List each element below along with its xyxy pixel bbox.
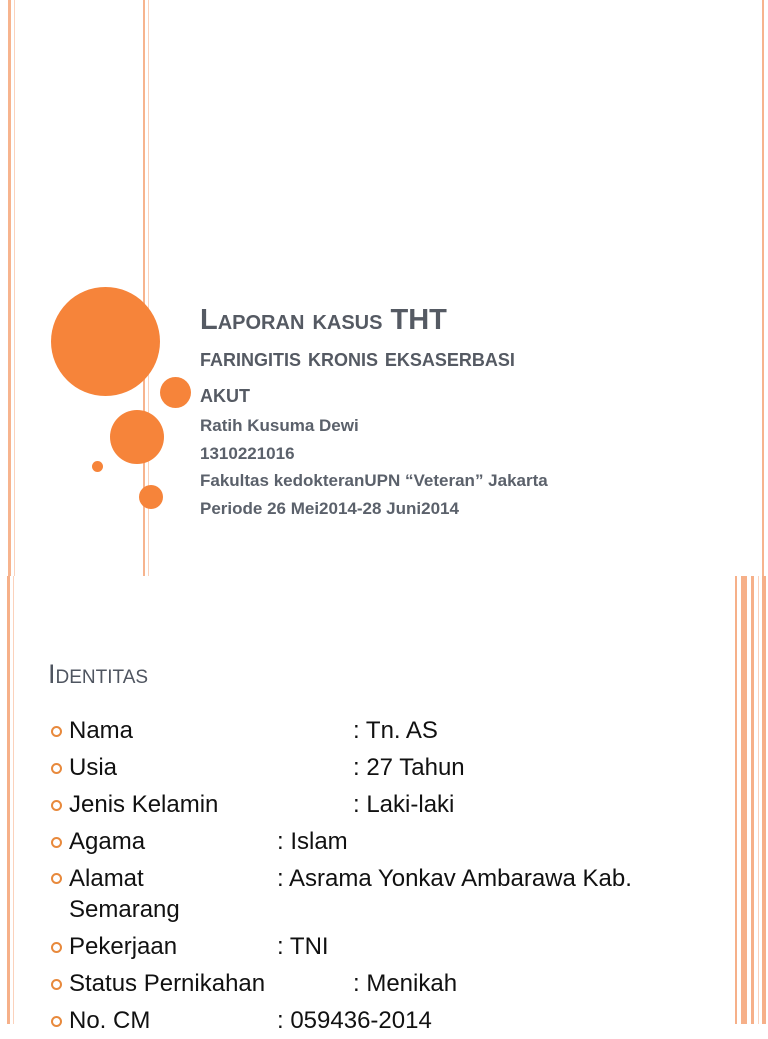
circle-bullet-icon <box>51 763 62 774</box>
list-item <box>48 823 748 860</box>
field-label: Status Pernikahan <box>69 970 266 997</box>
author-name: Ratih Kusuma Dewi <box>200 416 359 435</box>
field-label: Alamat <box>69 865 144 892</box>
list-item <box>48 860 748 928</box>
field-label: Nama <box>69 717 134 744</box>
section-title: Identitas <box>48 659 149 689</box>
circle-bullet-icon <box>51 1016 62 1027</box>
field-value: : Islam <box>277 828 348 855</box>
identity-list <box>48 712 748 1039</box>
title-block <box>200 300 740 522</box>
circle-bullet-icon <box>51 837 62 848</box>
student-id: 1310221016 <box>200 443 295 463</box>
faculty-name: Fakultas kedokteranUPN “Veteran” Jakarta <box>200 471 548 490</box>
tiny-circle-decoration <box>92 461 103 472</box>
list-item <box>48 712 748 749</box>
field-value: : TNI <box>277 933 329 960</box>
field-value: : Tn. AS <box>353 717 438 744</box>
field-label: Jenis Kelamin <box>69 791 219 818</box>
right-vertical-line <box>751 576 754 1024</box>
small-circle-decoration <box>160 377 191 408</box>
slide-title: Laporan kasus THT <box>200 304 447 336</box>
period-text: Periode 26 Mei2014-28 Juni2014 <box>200 498 459 518</box>
medium-circle-decoration <box>110 410 164 464</box>
right-vertical-line <box>758 576 759 1024</box>
left-vertical-line <box>14 0 15 576</box>
large-circle-decoration <box>51 287 160 396</box>
field-label: Agama <box>69 828 146 855</box>
field-label: Usia <box>69 754 118 781</box>
list-item <box>48 1002 748 1039</box>
left-vertical-line <box>13 576 14 1024</box>
field-value: : 27 Tahun <box>353 754 465 781</box>
field-value-continuation: Semarang <box>69 896 180 923</box>
right-vertical-line <box>762 576 766 1024</box>
field-value: : 059436-2014 <box>277 1007 432 1034</box>
slide-subtitle-continued: akut <box>200 380 250 408</box>
field-value: : Laki-laki <box>353 791 455 818</box>
field-label: Pekerjaan <box>69 933 178 960</box>
left-vertical-line <box>8 0 11 576</box>
list-item <box>48 965 748 1002</box>
circle-bullet-icon <box>51 873 62 884</box>
circle-bullet-icon <box>51 942 62 953</box>
small-circle-decoration <box>139 485 163 509</box>
field-label: No. CM <box>69 1007 151 1034</box>
slide-subtitle: faringitis kronis eksaserbasi <box>200 344 515 372</box>
list-item <box>48 928 748 965</box>
field-value: : Asrama Yonkav Ambarawa Kab. <box>277 865 632 892</box>
list-item <box>48 786 748 823</box>
right-vertical-line <box>762 0 764 576</box>
circle-bullet-icon <box>51 800 62 811</box>
circle-bullet-icon <box>51 979 62 990</box>
left-vertical-line <box>7 576 10 1024</box>
list-item <box>48 749 748 786</box>
circle-bullet-icon <box>51 726 62 737</box>
field-value: : Menikah <box>353 970 458 997</box>
